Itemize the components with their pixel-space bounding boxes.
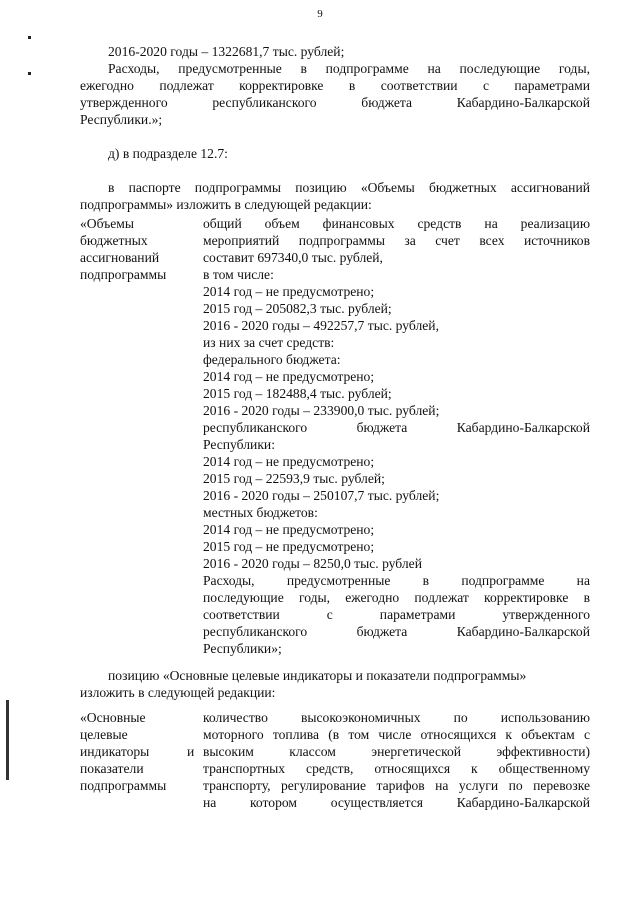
paragraph-indicators-intro: позицию «Основные целевые индикаторы и показатели подпрограммы» изложить в следующей редакции:	[80, 668, 527, 700]
row-value: общий объем финансовых средств на реализацию мероприятий подпрограммы за счет всех источников составит 697340,0 тыс. рублей, в том числе: 2014 год – не предусмотрено; 2015 год – 205082,3 тыс. рублей; 2016 - 2020 годы – 492257,7 тыс. рублей, из них за счет средств: федерального бюджета: 2014 год – не предусмотрено; 2015 год – 182488,4 тыс. рублей; 2016 - 2020 годы – 233900,0 тыс. рублей; республиканского бюджета Кабардино-Балкарской Республики: 2014 год – не предусмотрено; 2015 год – 22593,9 тыс. рублей; 2016 - 2020 годы – 250107,7 тыс. рублей; местных бюджетов: 2014 год – не предусмотрено; 2015 год – не предусмотрено; 2016 - 2020 годы – 8250,0 тыс. рублей Расходы, предусмотренные в подпрограмме на последующие годы, ежегодно подлежат корректировке в соответствии с параметрами утвержденного республиканского бюджета Кабардино-Балкарской Республики»;	[203, 216, 590, 656]
scan-mark	[28, 72, 31, 75]
row-label: «Основные целевые индикаторы показатели подпрограммы	[80, 710, 167, 793]
document-body	[80, 43, 590, 811]
row-label: «Объемы бюджетных ассигнований подпрограммы	[80, 216, 167, 282]
paragraph-passport-intro: в паспорте подпрограммы позицию «Объемы бюджетных ассигнований подпрограммы» изложить в следующей редакции:	[80, 180, 590, 212]
page-number: 9	[317, 8, 323, 20]
scan-mark	[28, 36, 31, 39]
paragraph-intro-line: 2016-2020 годы – 1322681,7 тыс. рублей;	[108, 44, 345, 59]
subsection-heading: д) в подразделе 12.7:	[108, 146, 228, 161]
binding-mark	[6, 700, 9, 780]
paragraph-expenses: Расходы, предусмотренные в подпрограмме на последующие годы, ежегодно подлежат корректировке в соответствии с параметрами утвержденного республиканского бюджета Кабардино-Балкарской Республики.»;	[80, 61, 590, 127]
indicators-row: «Основные целевые индикаторы показатели подпрограммы и количество высокоэкономичных по использованию моторного топлива (в том числе относящихся к объектам с высоким классом энергетической эффективности) транспортных средств, относящихся к общественному транспорту, регулирование тарифов на услуги по перевозке на котором осуществляется Кабардино-Балкарской	[80, 710, 590, 810]
budget-allocation-row	[80, 215, 590, 657]
row-value: количество высокоэкономичных по использованию моторного топлива (в том числе относящихся к объектам с высоким классом энергетической эффективности) транспортных средств, относящихся к общественному транспорту, регулирование тарифов на услуги по перевозке на котором осуществляется Кабардино-Балкарской	[203, 710, 590, 810]
